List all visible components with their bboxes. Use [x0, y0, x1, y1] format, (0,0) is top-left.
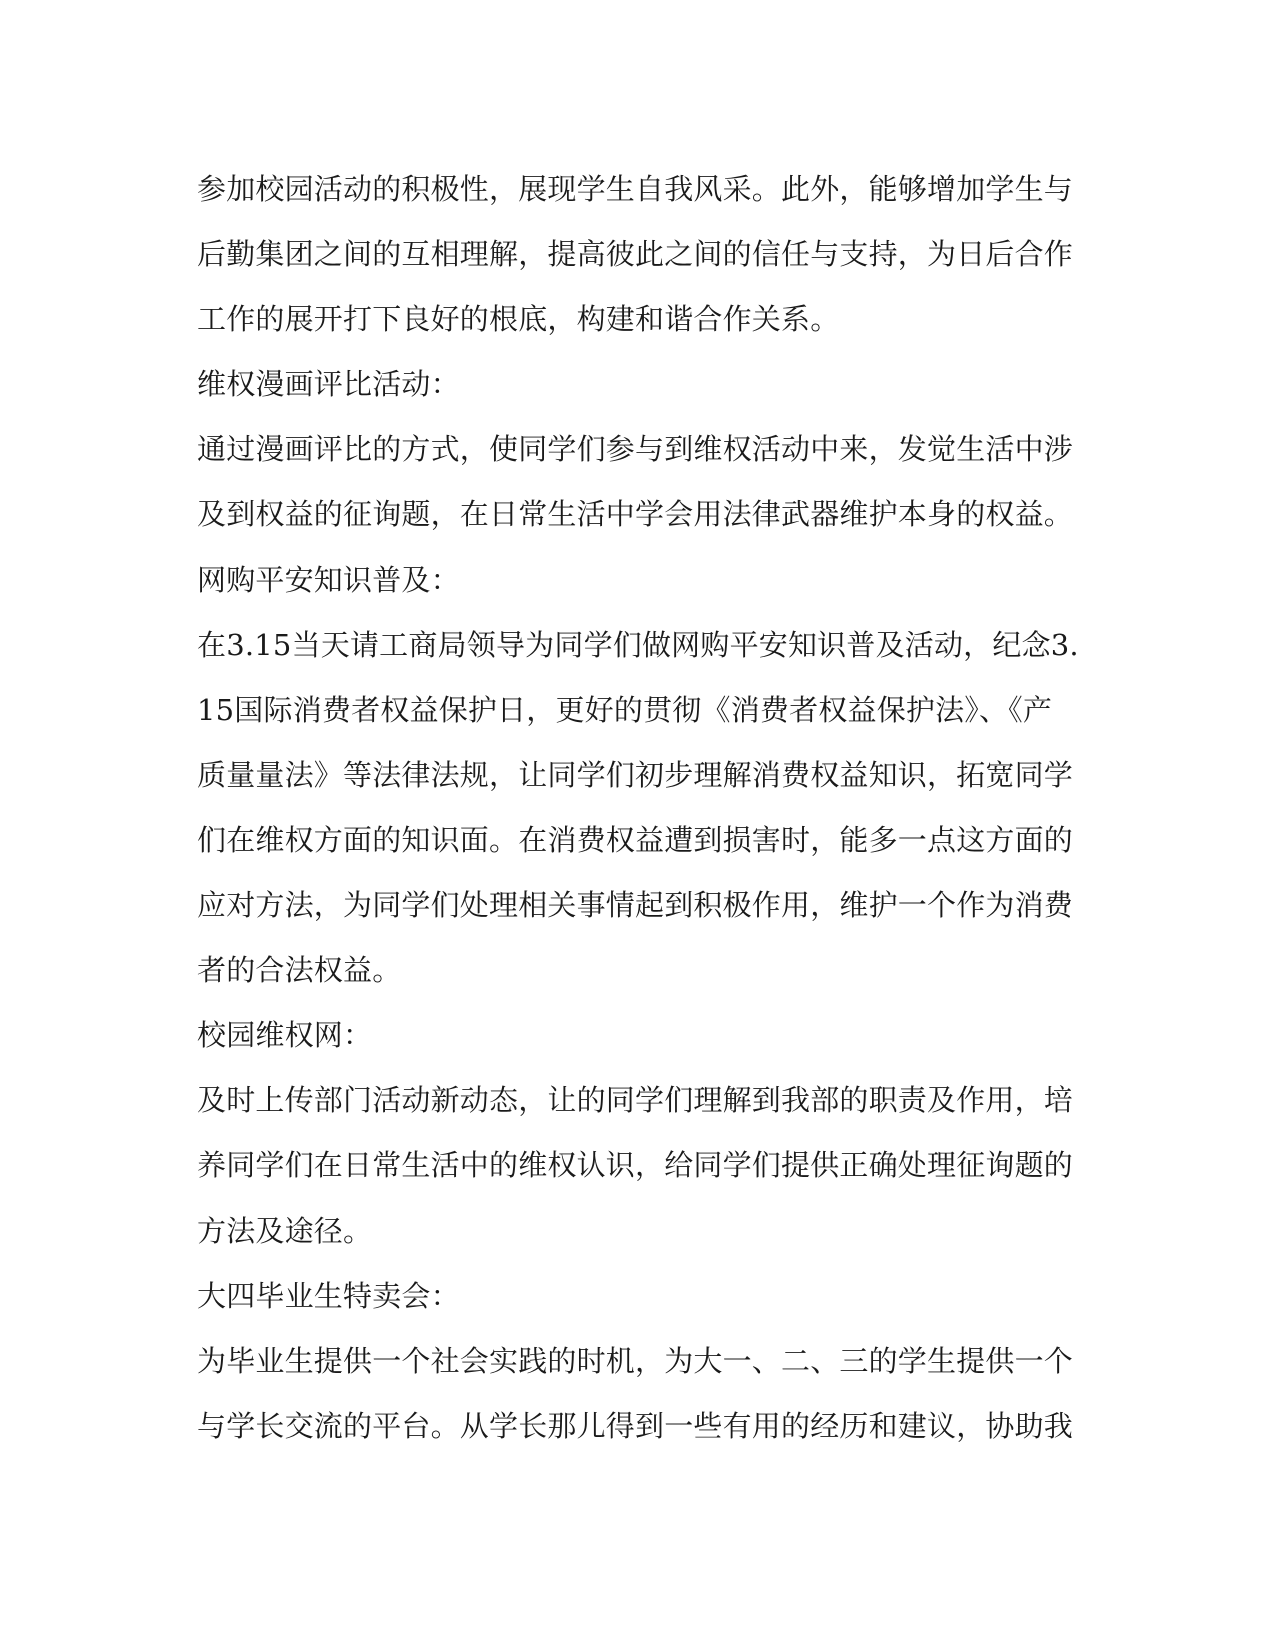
text-line: 工作的展开打下良好的根底，构建和谐合作关系。 [197, 302, 840, 337]
text-line: 及到权益的征询题，在日常生活中学会用法律武器维护本身的权益。 [197, 497, 1074, 532]
section-heading: 维权漫画评比活动： [197, 367, 460, 402]
text-line: 应对方法，为同学们处理相关事情起到积极作用，维护一个作为消费 [197, 888, 1074, 923]
text-line: 者的合法权益。 [197, 953, 402, 988]
text-line: 为毕业生提供一个社会实践的时机，为大一、二、三的学生提供一个 [197, 1343, 1074, 1378]
text-line: 及时上传部门活动新动态，让的同学们理解到我部的职责及作用，培 [197, 1083, 1074, 1118]
text-line: 与学长交流的平台。从学长那儿得到一些有用的经历和建议，协助我 [197, 1408, 1074, 1443]
text-line: 们在维权方面的知识面。在消费权益遭到损害时，能多一点这方面的 [197, 822, 1074, 857]
text-line: 在3.15当天请工商局领导为同学们做网购平安知识普及活动，纪念3. [197, 627, 1079, 662]
document-body [197, 157, 1079, 1459]
text-line: 通过漫画评比的方式，使同学们参与到维权活动中来，发觉生活中涉 [197, 432, 1074, 467]
section-heading: 大四毕业生特卖会： [197, 1278, 460, 1313]
section-heading: 校园维权网： [197, 1018, 373, 1053]
section-heading: 网购平安知识普及： [197, 562, 460, 597]
text-line: 养同学们在日常生活中的维权认识，给同学们提供正确处理征询题的 [197, 1148, 1074, 1183]
text-line: 方法及途径。 [197, 1213, 373, 1248]
text-line: 后勤集团之间的互相理解，提高彼此之间的信任与支持，为日后合作 [197, 237, 1074, 272]
text-line: 质量量法》等法律法规，让同学们初步理解消费权益知识，拓宽同学 [197, 757, 1074, 792]
text-line: 15国际消费者权益保护日，更好的贯彻《消费者权益保护法》、《产 [197, 692, 1053, 727]
text-line: 参加校园活动的积极性，展现学生自我风采。此外，能够增加学生与 [197, 172, 1074, 206]
